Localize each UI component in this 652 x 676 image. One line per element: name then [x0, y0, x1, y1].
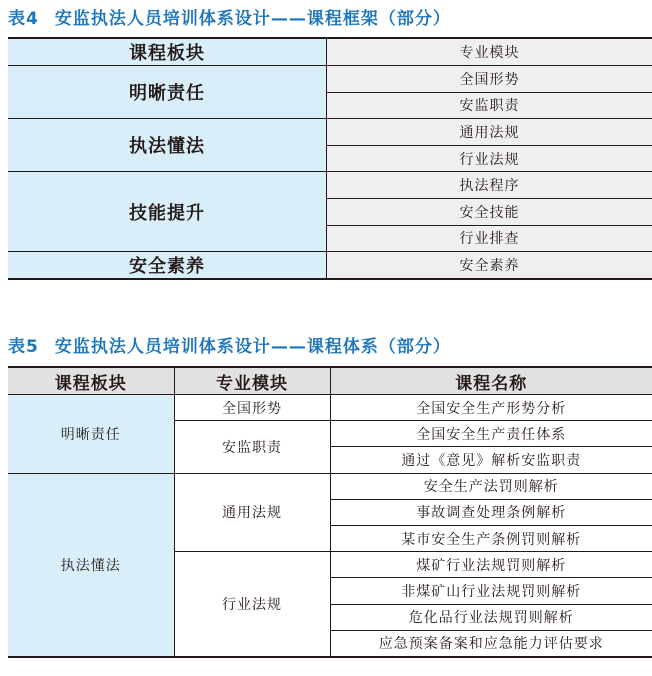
- table-row: [8, 172, 652, 199]
- course-system-table: [8, 366, 652, 658]
- table5-module-cell: 行业法规: [174, 552, 330, 657]
- table4-module-cell: 行业排查: [327, 225, 652, 252]
- table4-module-cell: 安全素养: [327, 252, 652, 280]
- table4-header-board: 课程板块: [8, 38, 327, 66]
- table5-caption-number: 表5: [8, 337, 39, 357]
- table5-board-cell: 执法懂法: [8, 473, 174, 657]
- table5-header-board: 课程板块: [8, 367, 174, 395]
- table5-module-cell: 安监职责: [174, 421, 330, 473]
- table4-module-cell: 安全技能: [327, 198, 652, 225]
- table4-caption: [8, 4, 451, 29]
- table-row: [8, 252, 652, 280]
- table5-module-cell: 通用法规: [174, 473, 330, 552]
- table5-course-cell: 通过《意见》解析安监职责: [330, 447, 652, 473]
- table5-board-cell: 明晰责任: [8, 395, 174, 474]
- table5-course-cell: 危化品行业法规罚则解析: [330, 604, 652, 630]
- course-framework-table: [8, 37, 652, 280]
- table4-header-module: 专业模块: [327, 38, 652, 66]
- table4-caption-title: 安监执法人员培训体系设计——课程框架（部分）: [54, 9, 451, 29]
- table5-course-cell: 煤矿行业法规罚则解析: [330, 552, 652, 578]
- table-row: [8, 119, 652, 146]
- table4-board-cell: 明晰责任: [8, 66, 327, 119]
- table5-module-cell: 全国形势: [174, 395, 330, 421]
- table4-header-row: [8, 38, 652, 66]
- table5-course-cell: 应急预案备案和应急能力评估要求: [330, 630, 652, 657]
- table5-course-cell: 事故调查处理条例解析: [330, 499, 652, 525]
- table-row: [8, 395, 652, 421]
- table4-module-cell: 执法程序: [327, 172, 652, 199]
- table5-header-course: 课程名称: [330, 367, 652, 395]
- table5-course-cell: 安全生产法罚则解析: [330, 473, 652, 499]
- table5-caption: [8, 332, 451, 357]
- table4-board-cell: 执法懂法: [8, 119, 327, 172]
- table4-module-cell: 安监职责: [327, 92, 652, 119]
- table-row: [8, 66, 652, 93]
- table4-module-cell: 行业法规: [327, 145, 652, 172]
- table4-board-cell: 技能提升: [8, 172, 327, 252]
- table5-course-cell: 全国安全生产责任体系: [330, 421, 652, 447]
- table5-caption-title: 安监执法人员培训体系设计——课程体系（部分）: [54, 337, 451, 357]
- table4-caption-number: 表4: [8, 9, 39, 29]
- table5-course-cell: 非煤矿山行业法规罚则解析: [330, 578, 652, 604]
- table-row: [8, 473, 652, 499]
- table5-header-module: 专业模块: [174, 367, 330, 395]
- table5-course-cell: 全国安全生产形势分析: [330, 395, 652, 421]
- table5-header-row: [8, 367, 652, 395]
- table5-course-cell: 某市安全生产条例罚则解析: [330, 525, 652, 551]
- table4-board-cell: 安全素养: [8, 252, 327, 280]
- table4-module-cell: 全国形势: [327, 66, 652, 93]
- table4-module-cell: 通用法规: [327, 119, 652, 146]
